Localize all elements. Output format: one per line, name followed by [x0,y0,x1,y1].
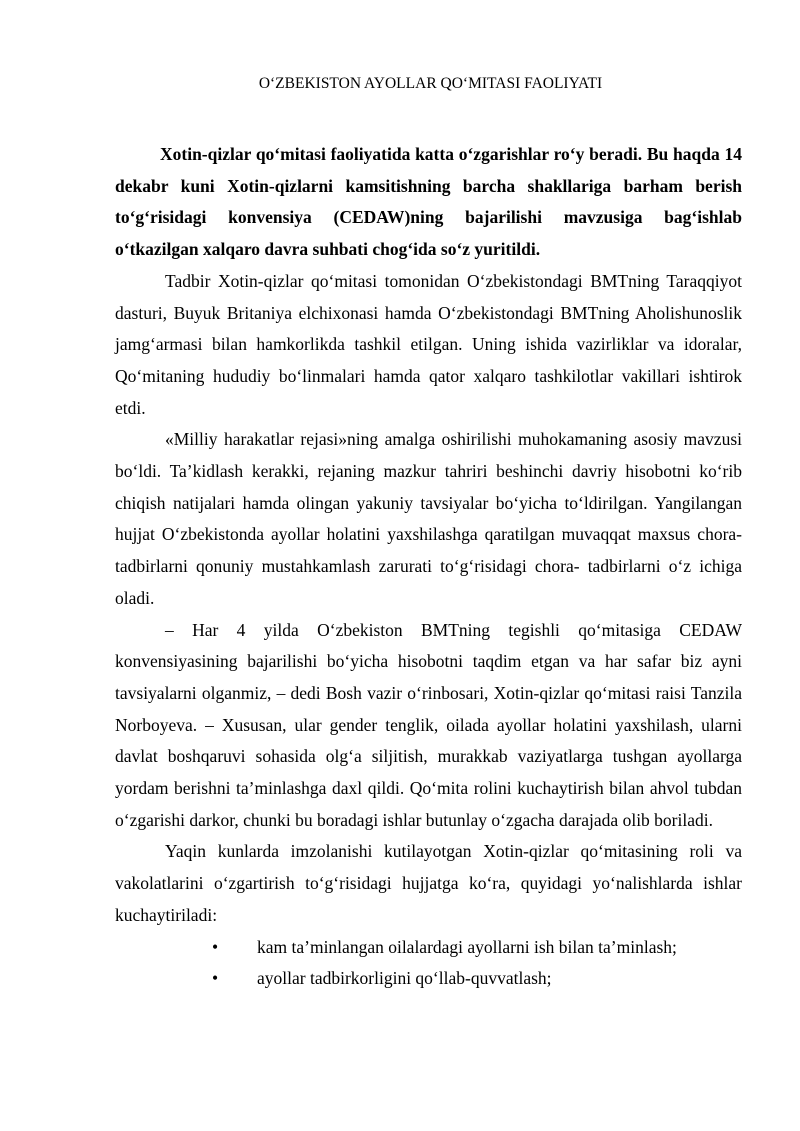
list-item-text: kam ta’minlangan oilalardagi ayollarni ish bilan ta’minlash; [257,936,677,957]
list-item [115,963,742,995]
bullet-icon: • [212,968,219,989]
lead-paragraph: Xotin-qizlar qo‘mitasi faoliyatida katta o‘zgarishlar ro‘y beradi. Bu haqda 14 dekabr kuni Xotin-qizlarni kamsitishning barcha shakllariga barham berish to‘g‘risidagi konvensiya (CEDAW)ning bajarilishi mavzusiga bag‘ishlab o‘tkazilgan xalqaro davra suhbati chog‘ida so‘z yuritildi. [115,144,742,260]
document-title: O‘ZBEKISTON AYOLLAR QO‘MITASI FAOLIYATI [258,75,603,92]
body-paragraph: – Har 4 yilda O‘zbekiston BMTning tegishli qo‘mitasiga CEDAW konvensiyasining bajarilishi bo‘yicha hisobotni taqdim etgan va har safar biz ayni tavsiyalarni olganmiz, – dedi Bosh vazir o‘rinbosari, Xotin-qizlar qo‘mitasi raisi Tanzila Norboyeva. – Xususan, ular gender tenglik, oilada ayollar holatini yaxshilash, ularni davlat boshqaruvi sohasida olg‘a siljitish, murakkab vaziyatlarga tushgan ayollarga yordam berishni ta’minlashga daxl qildi. Qo‘mita rolini kuchaytirish bilan ahvol tubdan o‘zgarishi darkor, chunki bu boradagi ishlar butunlay o‘zgacha darajada olib boriladi. [115,619,742,830]
body-paragraph: Tadbir Xotin-qizlar qo‘mitasi tomonidan O‘zbekistondagi BMTning Taraqqiyot dasturi, Buyuk Britaniya elchixonasi hamda O‘zbekistondagi BMTning Aholishunoslik jamg‘armasi bilan hamkorlikda tashkil etilgan. Uning ishida vazirliklar va idoralar, Qo‘mitaning hududiy bo‘linmalari hamda qator xalqaro tashkilotlar vakillari ishtirok etdi. [115,270,742,418]
list-item-text: ayollar tadbirkorligini qo‘llab-quvvatlash; [257,968,552,989]
bullet-list [115,932,742,995]
body-paragraph: «Milliy harakatlar rejasi»ning amalga oshirilishi muhokamaning asosiy mavzusi bo‘ldi. Ta’kidlash kerakki, rejaning mazkur tahriri beshinchi davriy hisobotni ko‘rib chiqish natijalari hamda olingan yakuniy tavsiyalar bo‘yicha to‘ldirilgan. Yangilangan hujjat O‘zbekistonda ayollar holatini yaxshilashga qaratilgan muvaqqat maxsus chora-tadbirlarni qonuniy mustahkamlash zarurati to‘g‘risidagi chora- tadbirlarni o‘z ichiga oladi. [115,429,742,608]
list-item [115,932,742,964]
body-paragraph: Yaqin kunlarda imzolanishi kutilayotgan Xotin-qizlar qo‘mitasining roli va vakolatlarini o‘zgartirish to‘g‘risidagi hujjatga ko‘ra, quyidagi yo‘nalishlarda ishlar kuchaytiriladi: [115,841,742,925]
bullet-icon: • [212,936,219,957]
